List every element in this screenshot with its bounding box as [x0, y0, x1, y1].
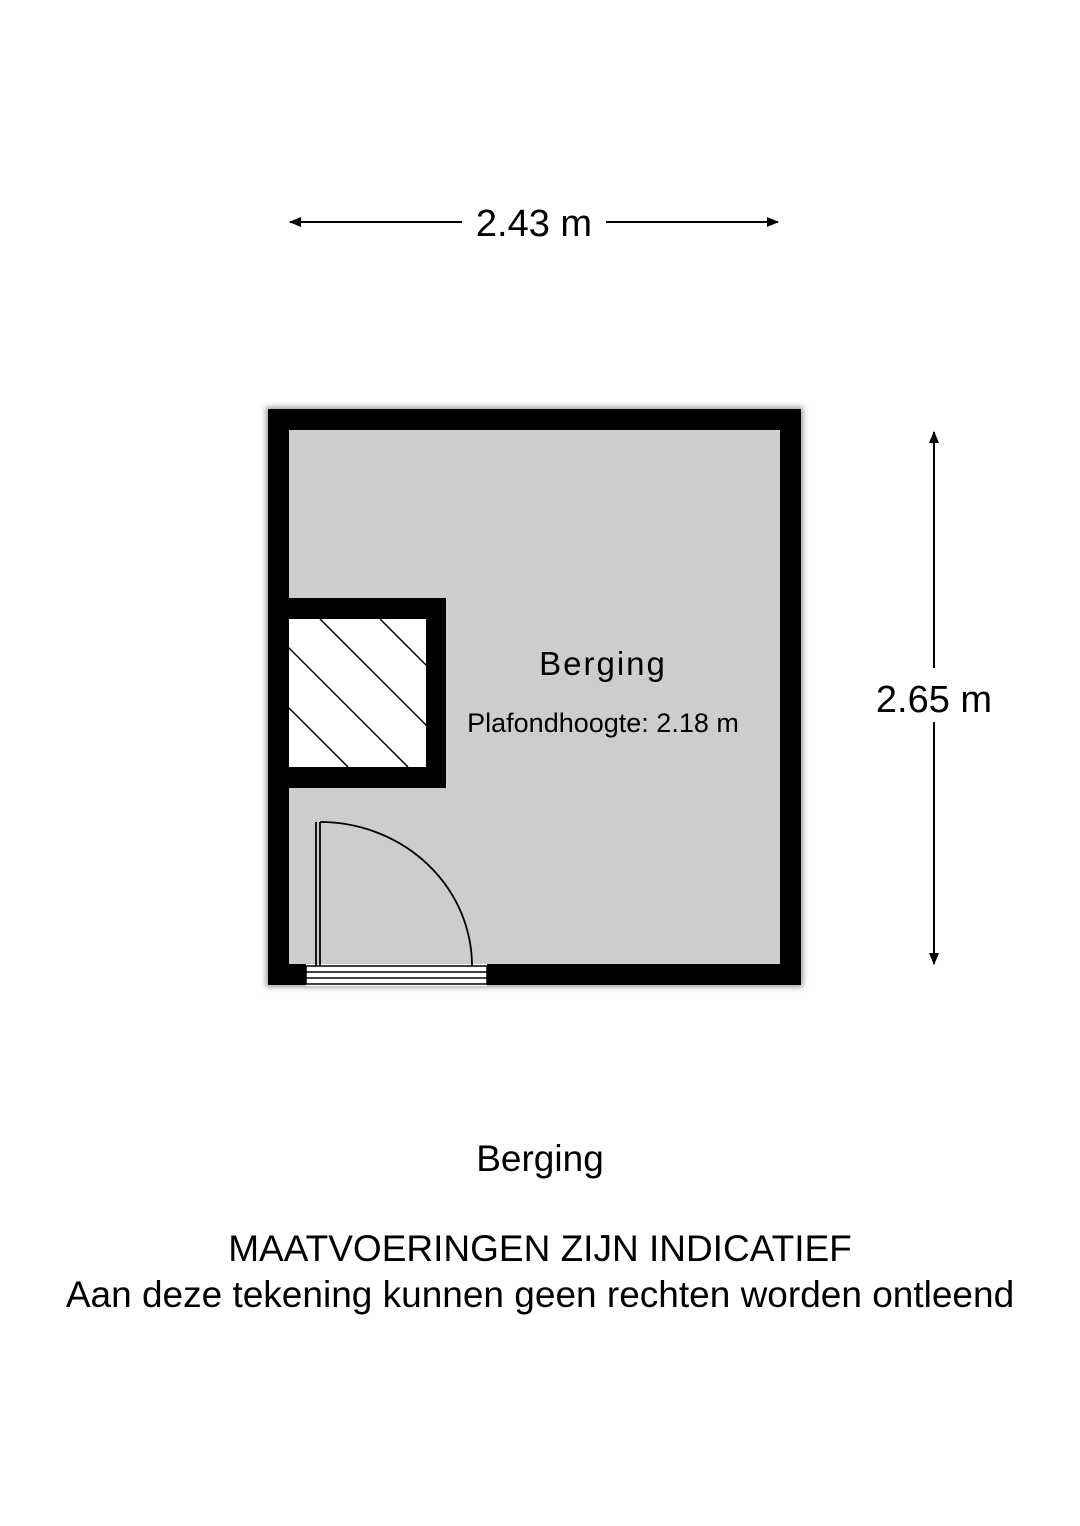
height-label: 2.65 m: [875, 679, 993, 721]
door-opening: [306, 964, 487, 986]
shaft-interior: [289, 619, 426, 767]
disclaimer: MAATVOERINGEN ZIJN INDICATIEF: [228, 1228, 852, 1269]
floor-name: Berging: [476, 1138, 604, 1179]
ceiling-height: Plafondhoogte: 2.18 m: [467, 708, 739, 738]
room-name: Berging: [539, 645, 667, 682]
height-dimension: [876, 432, 992, 964]
rights-notice: Aan deze tekening kunnen geen rechten worden ontleend: [65, 1274, 1015, 1315]
width-dimension: [290, 203, 778, 245]
width-label: 2.43 m: [475, 203, 593, 245]
